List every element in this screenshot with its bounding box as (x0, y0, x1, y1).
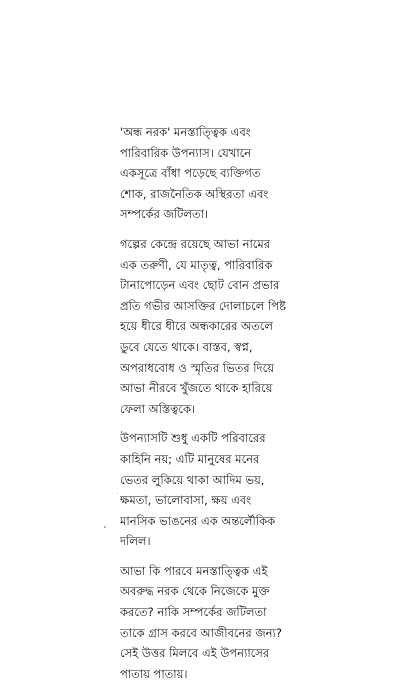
text-line: পারিবারিক উপন্যাস। যেখানে (120, 145, 252, 160)
text-line: ডুবে যেতে থাকে। বাস্তব, স্বপ্ন, (120, 339, 253, 354)
text-line: একসূত্রে বাঁধা পড়েছে ব্যক্তিগত (120, 166, 261, 181)
text-line: এক তরুণী, যে মাতৃত্ব, পারিবারিক (120, 257, 273, 272)
paragraph-question (120, 561, 320, 685)
paragraph-themes (120, 428, 320, 552)
paragraph-intro (120, 122, 320, 225)
text-line: অপরাধবোধ ও স্মৃতির ভিতর দিয়ে (120, 360, 274, 375)
text-line: মানসিক ভাঙনের এক অন্তর্লৌকিক (120, 513, 276, 528)
text-line: শোক, রাজনৈতিক অস্থিরতা এবং (120, 186, 269, 201)
text-line: আভা কি পারবে মনস্তাত্ত্বিক এই (120, 563, 268, 578)
text-line: ভেতর লুকিয়ে থাকা আদিম ভয়, (120, 472, 265, 487)
text-line: 'অন্ধ নরক' মনস্তাত্ত্বিক এবং (120, 125, 251, 139)
text-line: পাতায় পাতায়। (120, 666, 188, 681)
text-line: অবরুদ্ধ নরক থেকে নিজেকে মুক্ত (120, 584, 270, 599)
blurb-text (120, 122, 320, 693)
paper-speck (104, 526, 106, 528)
text-line: আভা নীরবে খুঁজতে থাকে হারিয়ে (120, 381, 273, 396)
text-line: দলিল। (120, 534, 151, 549)
text-line: তাকে গ্রাস করবে আজীবনের জন্য? (120, 625, 282, 640)
text-line: করতে? নাকি সম্পর্কের জটিলতা (120, 605, 267, 620)
text-line: টানাপোড়েন এবং ছোট বোন প্রভার (120, 278, 280, 293)
text-line: সেই উত্তর মিলবে এই উপন্যাসের (120, 646, 270, 661)
text-line: গল্পের কেন্দ্রে রয়েছে আভা নামের (120, 236, 271, 251)
text-line: হয়ে ধীরে ধীরে অন্ধকারের অতলে (120, 319, 273, 334)
paragraph-story (120, 234, 320, 419)
paper-speck (117, 493, 118, 494)
text-line: ফেলা অস্তিত্বকে। (120, 401, 196, 416)
text-line: সম্পর্কের জটিলতা। (120, 207, 209, 222)
text-line: কাহিনি নয়; এটি মানুষের মনের (120, 451, 260, 466)
text-line: উপন্যাসটি শুধু একটি পরিবারের (120, 431, 266, 446)
text-line: প্রতি গভীর আসক্তির দোলাচলে পিষ্ট (120, 298, 286, 313)
text-line: ক্ষমতা, ভালোবাসা, ক্ষয় এবং (120, 493, 252, 508)
